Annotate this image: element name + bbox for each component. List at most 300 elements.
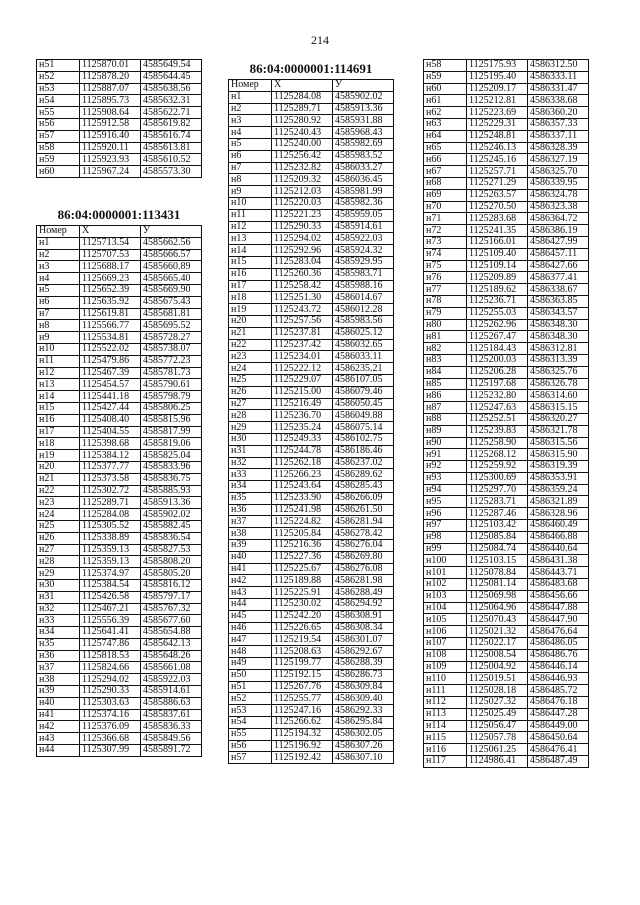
y-coordinate: 4585914.61 (333, 221, 394, 233)
table-row (37, 674, 202, 686)
x-coordinate: 1125251.30 (272, 292, 333, 304)
table-row (229, 469, 394, 481)
x-coordinate: 1125641.41 (80, 627, 141, 639)
table-row (229, 705, 394, 717)
point-number: н9 (37, 332, 80, 344)
y-coordinate: 4586357.33 (528, 118, 589, 130)
point-number: н109 (424, 661, 467, 673)
x-coordinate: 1125260.36 (272, 268, 333, 280)
point-number: н15 (37, 402, 80, 414)
x-coordinate: 1125908.64 (80, 107, 141, 119)
y-coordinate: 4586107.05 (333, 374, 394, 386)
point-number: н75 (424, 260, 467, 272)
table-row (424, 708, 589, 720)
y-coordinate: 4586443.71 (528, 567, 589, 579)
point-number: н99 (424, 543, 467, 555)
table-row (424, 118, 589, 130)
y-coordinate: 4585728.27 (141, 332, 202, 344)
x-coordinate: 1125245.16 (467, 154, 528, 166)
table-row (229, 728, 394, 740)
x-coordinate: 1125109.40 (467, 248, 528, 260)
point-number: н28 (37, 556, 80, 568)
table-row (37, 414, 202, 426)
table-row (424, 520, 589, 532)
y-coordinate: 4585738.07 (141, 343, 202, 355)
y-coordinate: 4585772.23 (141, 355, 202, 367)
point-number: н10 (229, 197, 272, 209)
x-coordinate: 1125266.62 (272, 717, 333, 729)
table-row (424, 543, 589, 555)
table-row (424, 685, 589, 697)
point-number: н111 (424, 685, 467, 697)
x-coordinate: 1125064.96 (467, 602, 528, 614)
table-row (229, 245, 394, 257)
x-coordinate: 1125454.57 (80, 379, 141, 391)
x-coordinate: 1125255.77 (272, 693, 333, 705)
point-number: н41 (37, 709, 80, 721)
y-coordinate: 4585805.20 (141, 568, 202, 580)
x-coordinate: 1125022.17 (467, 638, 528, 650)
y-coordinate: 4586102.75 (333, 433, 394, 445)
x-coordinate: 1125916.40 (80, 130, 141, 142)
point-number: н94 (424, 484, 467, 496)
point-number: н59 (37, 154, 80, 166)
table-row (229, 209, 394, 221)
x-coordinate: 1125069.98 (467, 590, 528, 602)
point-number: н93 (424, 472, 467, 484)
table-row (229, 327, 394, 339)
table-row (37, 450, 202, 462)
point-number: н32 (229, 457, 272, 469)
point-number: н113 (424, 708, 467, 720)
y-coordinate: 4586338.68 (528, 95, 589, 107)
x-coordinate: 1125366.68 (80, 733, 141, 745)
x-coordinate: 1125258.90 (467, 437, 528, 449)
table-row (424, 166, 589, 178)
y-coordinate: 4585836.33 (141, 721, 202, 733)
y-coordinate: 4586323.38 (528, 201, 589, 213)
x-coordinate: 1125302.72 (80, 485, 141, 497)
point-number: н14 (229, 245, 272, 257)
table-row (229, 457, 394, 469)
y-coordinate: 4586446.93 (528, 673, 589, 685)
point-number: н57 (229, 752, 272, 764)
point-number: н110 (424, 673, 467, 685)
y-coordinate: 4586326.78 (528, 378, 589, 390)
y-coordinate: 4586033.27 (333, 162, 394, 174)
x-coordinate: 1125232.82 (272, 162, 333, 174)
table-row (229, 433, 394, 445)
point-number: н60 (424, 83, 467, 95)
x-coordinate: 1125747.86 (80, 638, 141, 650)
y-coordinate: 4586012.28 (333, 304, 394, 316)
x-coordinate: 1125271.29 (467, 177, 528, 189)
y-coordinate: 4585988.16 (333, 280, 394, 292)
point-number: н40 (37, 697, 80, 709)
point-number: н7 (229, 162, 272, 174)
point-number: н30 (37, 579, 80, 591)
point-number: н11 (37, 355, 80, 367)
table-row (229, 339, 394, 351)
point-number: н53 (229, 705, 272, 717)
x-coordinate: 1125223.69 (467, 107, 528, 119)
x-coordinate: 1125209.32 (272, 174, 333, 186)
x-coordinate: 1125199.77 (272, 658, 333, 670)
point-number: н92 (424, 461, 467, 473)
y-coordinate: 4585968.43 (333, 127, 394, 139)
x-coordinate: 1125305.52 (80, 520, 141, 532)
table-row (37, 166, 202, 178)
point-number: н18 (229, 292, 272, 304)
parcel-block-113431 (36, 205, 202, 757)
y-coordinate: 4585632.31 (141, 95, 202, 107)
x-coordinate: 1125479.86 (80, 355, 141, 367)
x-coordinate: 1125244.78 (272, 445, 333, 457)
point-number: н105 (424, 614, 467, 626)
table-row (37, 426, 202, 438)
point-number: н53 (37, 83, 80, 95)
x-coordinate: 1125206.28 (467, 366, 528, 378)
y-coordinate: 4585837.61 (141, 709, 202, 721)
table-row (424, 649, 589, 661)
y-coordinate: 4585613.81 (141, 142, 202, 154)
point-number: н66 (424, 154, 467, 166)
point-number: н12 (37, 367, 80, 379)
x-coordinate: 1125292.96 (272, 245, 333, 257)
point-number: н63 (424, 118, 467, 130)
point-number: н36 (229, 504, 272, 516)
y-coordinate: 4585644.45 (141, 71, 202, 83)
table-row (37, 709, 202, 721)
table-row (424, 189, 589, 201)
point-number: н37 (37, 662, 80, 674)
x-coordinate: 1125262.18 (272, 457, 333, 469)
x-coordinate: 1125707.53 (80, 249, 141, 261)
y-coordinate: 4585914.61 (141, 686, 202, 698)
point-number: н22 (37, 485, 80, 497)
y-coordinate: 4586269.80 (333, 551, 394, 563)
table-row (424, 130, 589, 142)
x-coordinate: 1125427.44 (80, 402, 141, 414)
table-row (424, 366, 589, 378)
table-row (424, 555, 589, 567)
point-number: н115 (424, 732, 467, 744)
table-row (424, 177, 589, 189)
table-continuation-right (423, 59, 589, 768)
y-coordinate: 4586338.67 (528, 284, 589, 296)
x-coordinate: 1125028.18 (467, 685, 528, 697)
y-coordinate: 4585622.71 (141, 107, 202, 119)
table-row (37, 343, 202, 355)
point-number: н58 (424, 60, 467, 72)
table-row (37, 320, 202, 332)
table-row (229, 752, 394, 764)
y-coordinate: 4586276.08 (333, 563, 394, 575)
table-row (37, 284, 202, 296)
point-number: н54 (229, 717, 272, 729)
x-coordinate: 1125688.17 (80, 261, 141, 273)
x-coordinate: 1125212.03 (272, 186, 333, 198)
x-coordinate: 1125887.07 (80, 83, 141, 95)
x-coordinate: 1125192.42 (272, 752, 333, 764)
y-coordinate: 4586476.41 (528, 744, 589, 756)
point-number: н26 (37, 532, 80, 544)
x-coordinate: 1125268.12 (467, 449, 528, 461)
point-number: н19 (37, 450, 80, 462)
point-number: н82 (424, 343, 467, 355)
table-row (229, 197, 394, 209)
table-row (229, 256, 394, 268)
x-coordinate: 1125376.09 (80, 721, 141, 733)
y-coordinate: 4586301.07 (333, 634, 394, 646)
y-coordinate: 4585638.56 (141, 83, 202, 95)
y-coordinate: 4586483.68 (528, 579, 589, 591)
point-number: н30 (229, 433, 272, 445)
table-row (37, 249, 202, 261)
point-number: н77 (424, 284, 467, 296)
x-coordinate: 1125359.13 (80, 556, 141, 568)
table-row (229, 315, 394, 327)
y-coordinate: 4586315.90 (528, 449, 589, 461)
y-coordinate: 4585573.30 (141, 166, 202, 178)
x-coordinate: 1125534.81 (80, 332, 141, 344)
y-coordinate: 4586292.67 (333, 646, 394, 658)
x-coordinate: 1125374.16 (80, 709, 141, 721)
point-number: н8 (37, 320, 80, 332)
x-coordinate: 1125219.54 (272, 634, 333, 646)
table-row (424, 638, 589, 650)
point-number: н16 (37, 414, 80, 426)
point-number: н48 (229, 646, 272, 658)
point-number: н108 (424, 649, 467, 661)
table-row (424, 437, 589, 449)
table-row (37, 332, 202, 344)
x-coordinate: 1125398.68 (80, 438, 141, 450)
y-coordinate: 4586446.14 (528, 661, 589, 673)
y-coordinate: 4586292.33 (333, 705, 394, 717)
y-coordinate: 4585681.81 (141, 308, 202, 320)
x-coordinate: 1125377.77 (80, 461, 141, 473)
y-coordinate: 4586364.72 (528, 213, 589, 225)
x-coordinate: 1125566.77 (80, 320, 141, 332)
x-coordinate: 1125243.72 (272, 304, 333, 316)
y-coordinate: 4586079.46 (333, 386, 394, 398)
table-row (37, 391, 202, 403)
table-row (229, 268, 394, 280)
y-coordinate: 4586447.28 (528, 708, 589, 720)
y-coordinate: 4586348.30 (528, 319, 589, 331)
coordinates-table (36, 225, 202, 757)
table-row (37, 60, 202, 72)
table-row (37, 509, 202, 521)
y-coordinate: 4586312.50 (528, 60, 589, 72)
y-coordinate: 4585677.60 (141, 615, 202, 627)
table-row (424, 508, 589, 520)
point-number: н36 (37, 650, 80, 662)
table-row (424, 579, 589, 591)
y-coordinate: 4585836.54 (141, 532, 202, 544)
point-number: н27 (229, 398, 272, 410)
table-row (229, 693, 394, 705)
point-number: н87 (424, 402, 467, 414)
point-number: н79 (424, 307, 467, 319)
coordinates-table (423, 59, 589, 768)
point-number: н107 (424, 638, 467, 650)
point-number: н69 (424, 189, 467, 201)
point-number: н33 (229, 469, 272, 481)
point-number: н1 (37, 237, 80, 249)
table-row (229, 91, 394, 103)
table-row (37, 83, 202, 95)
point-number: н46 (229, 622, 272, 634)
point-number: н3 (37, 261, 80, 273)
point-number: н43 (229, 587, 272, 599)
x-coordinate: 1125895.73 (80, 95, 141, 107)
table-row (424, 60, 589, 72)
table-row (229, 717, 394, 729)
point-number: н11 (229, 209, 272, 221)
point-number: н10 (37, 343, 80, 355)
y-coordinate: 4586447.88 (528, 602, 589, 614)
y-coordinate: 4586307.26 (333, 740, 394, 752)
x-coordinate: 1125373.58 (80, 473, 141, 485)
point-number: н90 (424, 437, 467, 449)
x-coordinate: 1125259.92 (467, 461, 528, 473)
point-number: н89 (424, 425, 467, 437)
table-row (229, 669, 394, 681)
y-coordinate: 4586321.78 (528, 425, 589, 437)
point-number: н86 (424, 390, 467, 402)
x-coordinate: 1125212.81 (467, 95, 528, 107)
x-coordinate: 1125635.92 (80, 296, 141, 308)
point-number: н70 (424, 201, 467, 213)
table-row (37, 733, 202, 745)
y-coordinate: 4586302.05 (333, 728, 394, 740)
y-coordinate: 4586337.11 (528, 130, 589, 142)
x-coordinate: 1125103.42 (467, 520, 528, 532)
x-coordinate: 1125019.51 (467, 673, 528, 685)
table-row (229, 551, 394, 563)
point-number: н34 (229, 481, 272, 493)
table-row (37, 497, 202, 509)
x-coordinate: 1125225.91 (272, 587, 333, 599)
header-y: У (141, 226, 202, 238)
point-number: н62 (424, 107, 467, 119)
x-coordinate: 1125713.54 (80, 237, 141, 249)
table-row (229, 150, 394, 162)
x-coordinate: 1125241.98 (272, 504, 333, 516)
table-row (424, 142, 589, 154)
y-coordinate: 4585891.72 (141, 745, 202, 757)
point-number: н47 (229, 634, 272, 646)
y-coordinate: 4585885.93 (141, 485, 202, 497)
x-coordinate: 1125920.11 (80, 142, 141, 154)
table-row (37, 615, 202, 627)
x-coordinate: 1125262.96 (467, 319, 528, 331)
point-number: н14 (37, 391, 80, 403)
y-coordinate: 4585836.75 (141, 473, 202, 485)
x-coordinate: 1125243.64 (272, 481, 333, 493)
table-row (229, 398, 394, 410)
y-coordinate: 4586237.02 (333, 457, 394, 469)
y-coordinate: 4585913.36 (333, 103, 394, 115)
point-number: н28 (229, 410, 272, 422)
x-coordinate: 1125078.84 (467, 567, 528, 579)
point-number: н117 (424, 756, 467, 768)
x-coordinate: 1125209.17 (467, 83, 528, 95)
point-number: н33 (37, 615, 80, 627)
table-row (229, 610, 394, 622)
y-coordinate: 4586449.00 (528, 720, 589, 732)
point-number: н27 (37, 544, 80, 556)
y-coordinate: 4585648.26 (141, 650, 202, 662)
point-number: н57 (37, 130, 80, 142)
point-number: н25 (229, 374, 272, 386)
y-coordinate: 4585808.20 (141, 556, 202, 568)
x-coordinate: 1125290.33 (272, 221, 333, 233)
x-coordinate: 1125195.40 (467, 71, 528, 83)
y-coordinate: 4586427.99 (528, 236, 589, 248)
table-row (424, 402, 589, 414)
y-coordinate: 4586025.12 (333, 327, 394, 339)
x-coordinate: 1125280.92 (272, 115, 333, 127)
x-coordinate: 1125241.35 (467, 225, 528, 237)
y-coordinate: 4585816.12 (141, 579, 202, 591)
y-coordinate: 4586486.76 (528, 649, 589, 661)
y-coordinate: 4585983.71 (333, 268, 394, 280)
x-coordinate: 1125221.23 (272, 209, 333, 221)
y-coordinate: 4585675.43 (141, 296, 202, 308)
point-number: н20 (229, 315, 272, 327)
x-coordinate: 1125270.50 (467, 201, 528, 213)
header-number: Номер (37, 226, 80, 238)
x-coordinate: 1125109.14 (467, 260, 528, 272)
x-coordinate: 1125229.07 (272, 374, 333, 386)
point-number: н41 (229, 563, 272, 575)
y-coordinate: 4586266.09 (333, 492, 394, 504)
table-row (424, 661, 589, 673)
point-number: н56 (229, 740, 272, 752)
y-coordinate: 4586476.18 (528, 697, 589, 709)
point-number: н103 (424, 590, 467, 602)
point-number: н34 (37, 627, 80, 639)
point-number: н31 (37, 591, 80, 603)
table-row (37, 473, 202, 485)
y-coordinate: 4586333.11 (528, 71, 589, 83)
point-number: н51 (37, 60, 80, 72)
x-coordinate: 1125359.13 (80, 544, 141, 556)
table-row (424, 272, 589, 284)
x-coordinate: 1125267.47 (467, 331, 528, 343)
table-row (37, 402, 202, 414)
point-number: н68 (424, 177, 467, 189)
table-row (229, 422, 394, 434)
point-number: н44 (229, 599, 272, 611)
point-number: н83 (424, 354, 467, 366)
point-number: н104 (424, 602, 467, 614)
table-row (424, 673, 589, 685)
table-row (424, 756, 589, 768)
y-coordinate: 4586288.49 (333, 587, 394, 599)
y-coordinate: 4586450.64 (528, 732, 589, 744)
table-row (424, 531, 589, 543)
point-number: н3 (229, 115, 272, 127)
point-number: н106 (424, 626, 467, 638)
y-coordinate: 4585902.02 (141, 509, 202, 521)
table-row (424, 484, 589, 496)
table-row (229, 221, 394, 233)
table-row (37, 650, 202, 662)
